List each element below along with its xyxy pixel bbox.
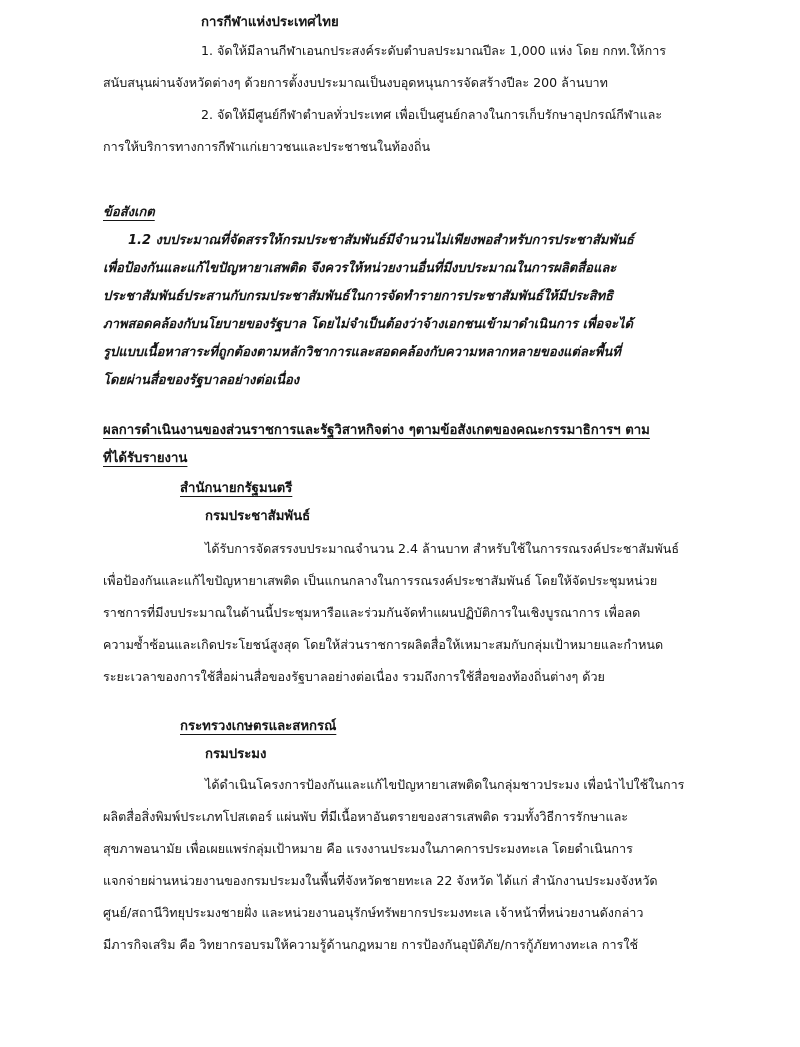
section-heading-sports-authority: การกีฬาแห่งประเทศไทย bbox=[201, 15, 339, 30]
paragraph-line: เพื่อป้องกันและแก้ไขปัญหายาเสพติด เป็นแกนกลางในการรณรงค์ประชาสัมพันธ์ โดยให้จัดประชุมหน่วย bbox=[103, 573, 658, 588]
observation-line: รูปแบบเนื้อหาสาระที่ถูกต้องตามหลักวิชาการและสอดคล้องกับความหลากหลายของแต่ละพื้นที่ bbox=[103, 345, 621, 360]
ministry-heading-pm-office: สำนักนายกรัฐมนตรี bbox=[180, 481, 293, 496]
observation-heading: ข้อสังเกต bbox=[103, 205, 155, 220]
paragraph-line: ศูนย์/สถานีวิทยุประมงชายฝั่ง และหน่วยงานอนุรักษ์ทรัพยากรประมงทะเล เจ้าหน้าที่หน่วยงานดังกล่าว bbox=[103, 905, 644, 920]
observation-line: โดยผ่านสื่อของรัฐบาลอย่างต่อเนื่อง bbox=[103, 373, 300, 388]
paragraph-line: ผลิตสื่อสิ่งพิมพ์ประเภทโปสเตอร์ แผ่นพับ ที่มีเนื้อหาอันตรายของสารเสพติด รวมทั้งวิธีการรักษาและ bbox=[103, 809, 629, 824]
results-heading-line2: ที่ได้รับรายงาน bbox=[103, 451, 188, 466]
paragraph-line: ระยะเวลาของการใช้สื่อผ่านสื่อของรัฐบาลอย่างต่อเนื่อง รวมถึงการใช้สื่อของท้องถิ่นต่างๆ ด้วย bbox=[103, 669, 605, 684]
paragraph-line: มีภารกิจเสริม คือ วิทยากรอบรมให้ความรู้ด้านกฎหมาย การป้องกันอุบัติภัย/การกู้ภัยทางทะเล การใช้ bbox=[103, 937, 639, 952]
paragraph-line: การให้บริการทางการกีฬาแก่เยาวชนและประชาชนในท้องถิ่น bbox=[103, 139, 431, 154]
paragraph-line: สุขภาพอนามัย เพื่อเผยแพร่กลุ่มเป้าหมาย คือ แรงงานประมงในภาคการประมงทะเล โดยดำเนินการ bbox=[103, 841, 633, 856]
paragraph-line: ราชการที่มีงบประมาณในด้านนี้ประชุมหารือและร่วมกันจัดทำแผนปฏิบัติการในเชิงบูรณาการ เพื่อลด bbox=[103, 605, 641, 620]
observation-line: 1.2 งบประมาณที่จัดสรรให้กรมประชาสัมพันธ์มีจำนวนไม่เพียงพอสำหรับการประชาสัมพันธ์ bbox=[128, 233, 634, 248]
paragraph-line: สนับสนุนผ่านจังหวัดต่างๆ ด้วยการตั้งงบประมาณเป็นงบอุดหนุนการจัดสร้างปีละ 200 ล้านบาท bbox=[103, 75, 608, 90]
department-heading-fisheries: กรมประมง bbox=[205, 747, 267, 762]
paragraph-line: ได้ดำเนินโครงการป้องกันและแก้ไขปัญหายาเสพติดในกลุ่มชาวประมง เพื่อนำไปใช้ในการ bbox=[205, 777, 685, 792]
ministry-heading-agriculture: กระทรวงเกษตรและสหกรณ์ bbox=[180, 719, 337, 734]
paragraph-line: 1. จัดให้มีลานกีฬาเอนกประสงค์ระดับตำบลประมาณปีละ 1,000 แห่ง โดย กกท.ให้การ bbox=[201, 43, 667, 58]
department-heading-public-relations: กรมประชาสัมพันธ์ bbox=[205, 509, 311, 524]
observation-line: ภาพสอดคล้องกับนโยบายของรัฐบาล โดยไม่จำเป็นต้องว่าจ้างเอกชนเข้ามาดำเนินการ เพื่อจะได้ bbox=[103, 317, 633, 332]
paragraph-line: 2. จัดให้มีศูนย์กีฬาตำบลทั่วประเทศ เพื่อเป็นศูนย์กลางในการเก็บรักษาอุปกรณ์กีฬาและ bbox=[201, 107, 663, 122]
paragraph-line: แจกจ่ายผ่านหน่วยงานของกรมประมงในพื้นที่จังหวัดชายทะเล 22 จังหวัด ได้แก่ สำนักงานประมงจังหวัด bbox=[103, 873, 658, 888]
results-heading-line1: ผลการดำเนินงานของส่วนราชการและรัฐวิสาหกิจต่าง ๆตามข้อสังเกตของคณะกรรมาธิการฯ ตาม bbox=[103, 423, 650, 438]
observation-line: ประชาสัมพันธ์ประสานกับกรมประชาสัมพันธ์ในการจัดทำรายการประชาสัมพันธ์ให้มีประสิทธิ bbox=[103, 289, 614, 304]
paragraph-line: ได้รับการจัดสรรงบประมาณจำนวน 2.4 ล้านบาท สำหรับใช้ในการรณรงค์ประชาสัมพันธ์ bbox=[205, 541, 680, 556]
observation-line: เพื่อป้องกันและแก้ไขปัญหายาเสพติด จึงควรให้หน่วยงานอื่นที่มีงบประมาณในการผลิตสื่อและ bbox=[103, 261, 617, 276]
paragraph-line: ความซ้ำซ้อนและเกิดประโยชน์สูงสุด โดยให้ส่วนราชการผลิตสื่อให้เหมาะสมกับกลุ่มเป้าหมายและกำหนด bbox=[103, 637, 664, 652]
